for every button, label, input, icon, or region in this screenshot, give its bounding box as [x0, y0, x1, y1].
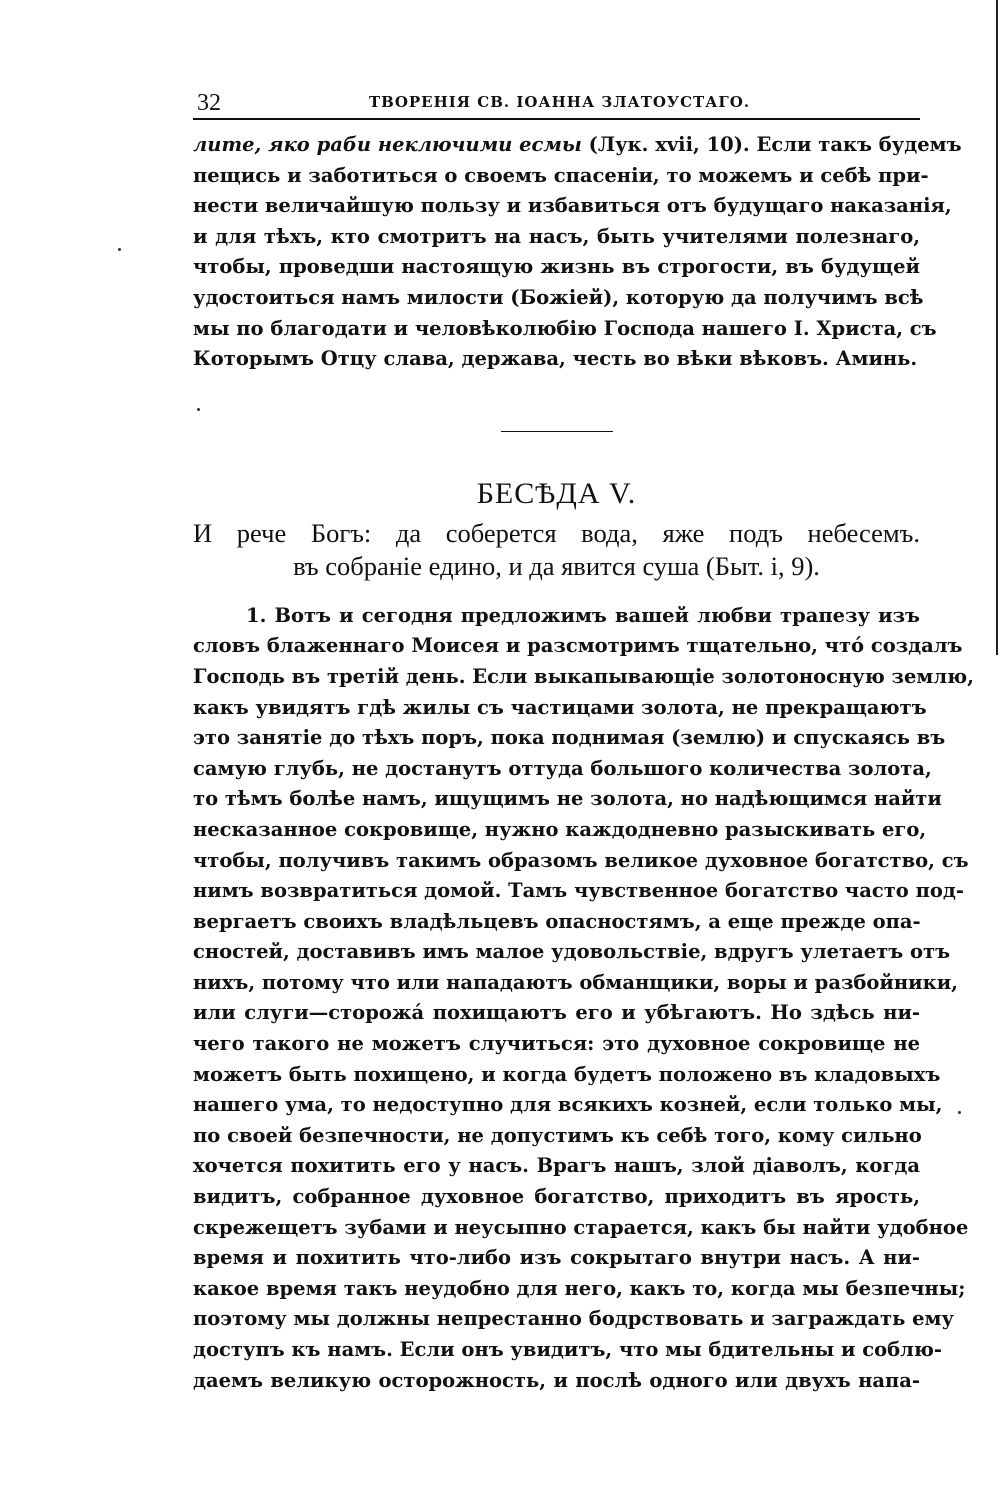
text-line: даемъ великую осторожность, и послѣ одного или двухъ напа-: [193, 1368, 920, 1392]
section-separator: [501, 431, 613, 432]
text-line: чтобы, проведши настоящую жизнь въ строгости, въ будущей: [193, 255, 920, 279]
text-line: и для тѣхъ, кто смотритъ на насъ, быть учителями полезнаго,: [193, 224, 920, 248]
text-line: по своей безпечности, не допустимъ къ себѣ того, кому сильно: [193, 1123, 922, 1147]
text-line: скрежещетъ зубами и неусыпно старается, какъ бы найти удобное: [193, 1215, 969, 1239]
text-line: доступъ къ намъ. Если онъ увидитъ, что мы бдительны и соблю-: [193, 1338, 942, 1361]
text-line: сностей, доставивъ имъ малое удовольствіе, вдругъ улетаетъ отъ: [193, 940, 951, 964]
text-line: самую глубь, не достанутъ оттуда большого количества золота,: [193, 756, 932, 780]
text-line: удостоиться намъ милости (Божіей), которую да получимъ всѣ: [193, 285, 924, 309]
text-line: [193, 130, 962, 161]
text-line: Которымъ Отцу слава, держава, честь во вѣки вѣковъ. Аминь.: [193, 347, 918, 371]
closing-paragraph: [193, 130, 962, 375]
text-line: Господь въ третій день. Если выкапывающіе золотоносную землю,: [193, 664, 974, 688]
text-line: мы по благодати и человѣколюбію Господа нашего І. Христа, съ: [193, 316, 937, 340]
header-rule: [193, 118, 920, 120]
print-speck: [958, 1111, 961, 1114]
italic-quote: лите, яко раби неключими есмы: [193, 133, 582, 156]
text-line: нести величайшую пользу и избавиться отъ будущаго наказанія,: [193, 194, 952, 218]
text-line: или слуги—сторожá похищаютъ его и убѣгаютъ. Но здѣсь ни-: [193, 1001, 920, 1025]
text-line: то тѣмъ болѣе намъ, ищущимъ не золота, но надѣющимся найти: [193, 787, 942, 811]
text-line: хочется похитить его у насъ. Врагъ нашъ, злой діаволъ, когда: [193, 1154, 920, 1178]
epigraph-line: въ собраніе едино, и да явится суша (Быт. і, 9).: [293, 550, 820, 581]
text-line: несказанное сокровище, нужно каждодневно разыскивать его,: [193, 817, 927, 841]
text-line: чтобы, получивъ такимъ образомъ великое духовное богатство, съ: [193, 848, 969, 872]
text-line: 1. Вотъ и сегодня предложимъ вашей любви трапезу изъ: [246, 603, 920, 627]
text-line: видитъ, собранное духовное богатство, приходитъ въ ярость,: [193, 1185, 920, 1209]
book-page: [193, 84, 974, 1396]
print-speck: [118, 248, 121, 251]
text-line: нашего ума, то недоступно для всякихъ козней, если только мы,: [193, 1093, 943, 1117]
sermon-body: [193, 601, 974, 1396]
text-line: чего такого не можетъ случиться: это духовное сокровище не: [193, 1032, 920, 1056]
text-line: нихъ, потому что или нападаютъ обманщики, воры и разбойники,: [193, 970, 958, 994]
epigraph: [193, 517, 920, 583]
text-line: это занятіе до тѣхъ поръ, пока поднимая (землю) и спускаясь въ: [193, 726, 946, 750]
text-line: какое время такъ неудобно для него, какъ то, когда мы безпечны;: [193, 1276, 966, 1300]
text-line: словъ блаженнаго Моисея и разсмотримъ тщательно, чтó создалъ: [193, 634, 963, 658]
text-line: какъ увидятъ гдѣ жилы съ частицами золота, не прекращаютъ: [193, 695, 927, 719]
text-line: поэтому мы должны непрестанно бодрствовать и заграждать ему: [193, 1307, 954, 1331]
running-head: [193, 84, 920, 118]
text-line: можетъ быть похищено, и когда будетъ положено въ кладовыхъ: [193, 1062, 941, 1086]
text-line: время и похитить что-либо изъ сокрытаго внутри насъ. А ни-: [193, 1246, 920, 1270]
text-line: пещись и заботиться о своемъ спасеніи, то можемъ и себѣ при-: [193, 163, 929, 187]
epigraph-line: И рече Богъ: да соберется вода, яже подъ небесемъ.: [193, 517, 920, 548]
sermon-title: БЕСѢДА V.: [476, 476, 637, 510]
text-fragment: (Лук. xvii, 10). Если такъ будемъ: [581, 133, 962, 156]
text-line: нимъ возвратиться домой. Тамъ чувственное богатство часто под-: [193, 879, 964, 903]
page-number: 32: [197, 90, 221, 116]
text-line: вергаетъ своихъ владѣльцевъ опасностямъ, а еще прежде опа-: [193, 909, 921, 933]
page-edge-shadow: [996, 0, 998, 655]
running-title: ТВОРЕНІЯ СВ. ІОАННА ЗЛАТОУСТАГО.: [369, 93, 751, 111]
